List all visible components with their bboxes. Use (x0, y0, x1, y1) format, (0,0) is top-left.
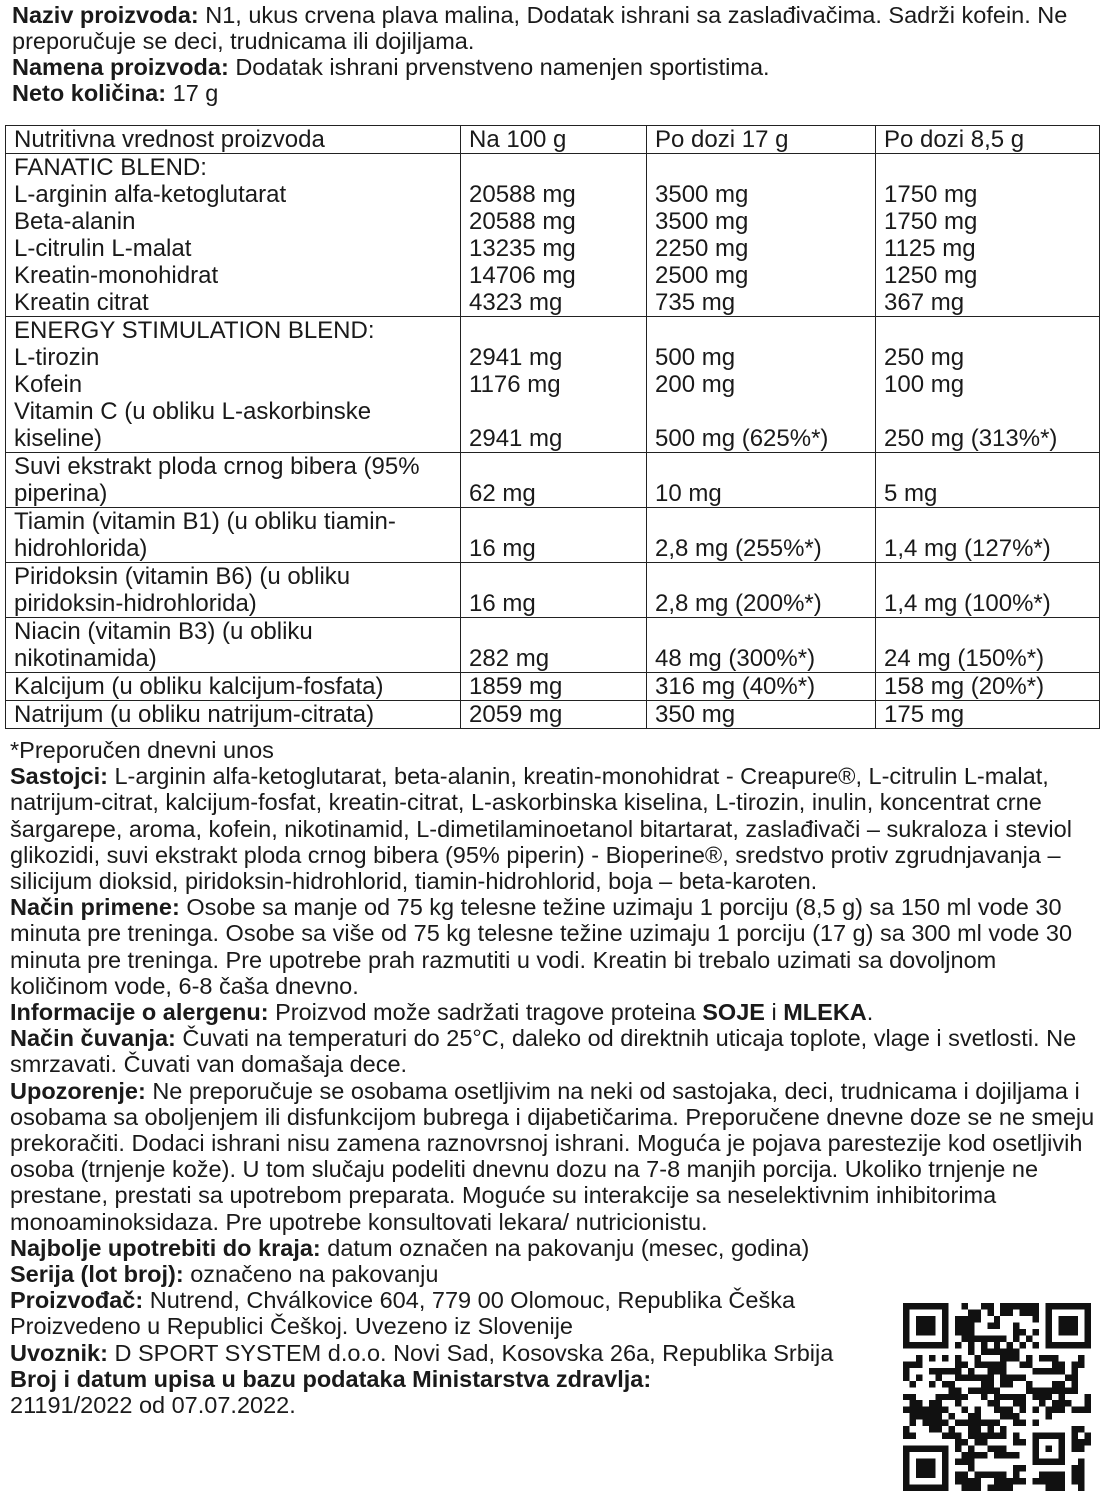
ingredient-name: L-arginin alfa-ketoglutarat (14, 181, 287, 208)
row-dose85: 1,4 mg (127%*) (876, 508, 1100, 563)
header-cell: Nutritivna vrednost proizvoda (6, 126, 461, 154)
value: 735 mg (655, 289, 736, 316)
value: 3500 mg (655, 181, 749, 208)
row-dose85: 158 mg (20%*) (876, 673, 1100, 701)
registry-label: Broj i datum upisa u bazu podataka Ministarstva zdravlja: (10, 1365, 652, 1392)
table-row (6, 673, 1100, 701)
allergen-label: Informacije o alergenu: (10, 999, 269, 1026)
ingredient-name: Kreatin-monohidrat (14, 262, 219, 289)
row-dose17: 2,8 mg (200%*) (647, 563, 876, 618)
value: 500 mg (655, 344, 736, 371)
best-before-label: Najbolje upotrebiti do kraja: (10, 1234, 321, 1261)
row-dose17: 316 mg (40%*) (647, 673, 876, 701)
table-row (6, 618, 1100, 673)
energy-blend-row (6, 317, 1100, 453)
value: 1750 mg (884, 181, 978, 208)
best-before (10, 1235, 870, 1287)
value: 100 mg (884, 371, 965, 398)
value: 20588 mg (469, 181, 576, 208)
usage-text: Osobe sa manje od 75 kg telesne težine uzimaju 1 porciju (8,5 g) sa 150 ml vode 30 minuta pre treninga. Osobe sa više od 75 kg telesne težine uzimaju 1 porciju (17 g) sa 300 ml vode 30 minuta pre treninga. Pre upotrebe prah razmutiti u vodi. Kreatin bi trebalo uzimati sa dovoljnom količinom vode, 6-8 čaša dnevno. (10, 894, 1073, 999)
best-before-text: datum označen na pakovanju (mesec, godina) (327, 1234, 810, 1261)
value: 1750 mg (884, 208, 978, 235)
value: 14706 mg (469, 262, 576, 289)
net-quantity-label: Neto količina: (12, 80, 167, 106)
storage-label: Način čuvanja: (10, 1025, 176, 1052)
value: 20588 mg (469, 208, 576, 235)
ingredient-name: Vitamin C (u obliku L-askorbinske (14, 398, 372, 425)
row-per100: 282 mg (461, 618, 647, 673)
usage-label: Način primene: (10, 894, 180, 921)
row-dose17: 2,8 mg (255%*) (647, 508, 876, 563)
ingredient-name: L-tirozin (14, 344, 100, 371)
lot-text: označeno na pakovanju (190, 1261, 439, 1288)
value: 13235 mg (469, 235, 576, 262)
blend-dose85-cell (876, 317, 1100, 453)
blend-per100-cell (461, 154, 647, 317)
purpose-line (12, 54, 1097, 80)
registry-text: 21191/2022 od 07.07.2022. (10, 1392, 296, 1419)
storage-text: Čuvati na temperaturi do 25°C, daleko od direktnih uticaja toplote, vlage i svetlosti. Ne smrzavati. Čuvati van domašaja dece. (10, 1025, 1077, 1078)
product-name-text: N1, ukus crvena plava malina, Dodatak ishrani sa zaslađivačima. Sadrži kofein. Ne preporučuje se deci, trudnicama ili dojiljama. (12, 2, 1068, 54)
row-name: Suvi ekstrakt ploda crnog bibera (95% piperina) (6, 453, 461, 508)
value: 1250 mg (884, 262, 978, 289)
warning (10, 1078, 1095, 1235)
value: 250 mg (884, 344, 965, 371)
warning-label: Upozorenje: (10, 1077, 146, 1104)
blend-title: FANATIC BLEND: (14, 154, 207, 181)
value: 1125 mg (884, 235, 976, 262)
storage (10, 1025, 1095, 1077)
row-dose85: 5 mg (876, 453, 1100, 508)
row-dose85: 175 mg (876, 701, 1100, 729)
row-per100: 16 mg (461, 508, 647, 563)
value: 2250 mg (655, 235, 749, 262)
net-quantity-text: 17 g (172, 80, 219, 106)
row-per100: 62 mg (461, 453, 647, 508)
table-header-row (6, 126, 1100, 154)
warning-text: Ne preporučuje se osobama osetljivim na neki od sastojaka, deci, trudnicama i dojiljama i osobama sa oboljenjem ili disfunkcijom bubrega i dijabetičarima. Preporučene dnevne doze se ne smeju prekoračiti. Dodaci ishrani nisu zamena raznovrsnoj ishrani. Moguća je pojava parestezije kod osetljivih osoba (trnjenje kože). U tom slučaju podeliti dnevnu dozu na 7-8 manjih porcija. Ukoliko trnjenje ne prestane, prestati sa upotrebom preparata. Moguće su interakcije sa neselektivnim inhibitorima monoaminoksidaza. Pre upotrebe konsultovati lekara/ nutricionistu. (10, 1077, 1095, 1235)
purpose-label: Namena proizvoda: (12, 54, 229, 80)
nutrition-table (5, 125, 1100, 729)
ingredient-name: L-citrulin L-malat (14, 235, 192, 262)
row-name: Piridoksin (vitamin B6) (u obliku piridoksin-hidrohlorida) (6, 563, 461, 618)
header-cell: Po dozi 17 g (647, 126, 876, 154)
row-name: Niacin (vitamin B3) (u obliku nikotinamida) (6, 618, 461, 673)
allergen-soy: SOJE (702, 999, 765, 1026)
usage (10, 894, 1095, 999)
row-dose17: 350 mg (647, 701, 876, 729)
product-name-line (12, 2, 1097, 54)
lot-label: Serija (lot broj): (10, 1261, 184, 1288)
allergen-info: Informacije o alergenu: Proizvod može sadržati tragove proteina SOJE i MLEKA. (10, 999, 874, 1026)
ingredients-text: L-arginin alfa-ketoglutarat, beta-alanin, kreatin-monohidrat - Creapure®, L-citrulin L-malat, natrijum-citrat, kalcijum-fosfat, kreatin-citrat, L-askorbinska kiselina, L-tirozin, inulin, koncentrat crne šargarepe, aroma, kofein, nikotinamid, L-dimetilaminoetanol bitartarat, zaslađivači – sukraloza i steviol glikozidi, suvi ekstrakt ploda crnog bibera (95% piperin) - Bioperine®, sredstvo protiv zgrudnjavanja – silicijum dioksid, piridoksin-hidrohlorid, tiamin-hidrohlorid, boja – beta-karoten. (10, 763, 1072, 895)
ingredient-name: Kreatin citrat (14, 289, 149, 316)
value: 367 mg (884, 289, 965, 316)
row-per100: 16 mg (461, 563, 647, 618)
manufacturer-label: Proizvođač: (10, 1287, 144, 1314)
value: 250 mg (313%*) (884, 425, 1058, 452)
table-row (6, 508, 1100, 563)
allergen-milk: MLEKA (783, 999, 867, 1026)
qr-code[interactable] (903, 1303, 1091, 1491)
row-dose17: 10 mg (647, 453, 876, 508)
product-header (12, 2, 1097, 106)
value: 2500 mg (655, 262, 749, 289)
fanatic-blend-row (6, 154, 1100, 317)
header-cell: Po dozi 8,5 g (876, 126, 1100, 154)
blend-title: ENERGY STIMULATION BLEND: (14, 317, 375, 344)
ingredient-name: Kofein (14, 371, 83, 398)
blend-dose85-cell (876, 154, 1100, 317)
importer-label: Uvoznik: (10, 1339, 108, 1366)
blend-names-cell (6, 317, 461, 453)
value: 2941 mg (469, 344, 563, 371)
blend-dose17-cell (647, 317, 876, 453)
product-name-label: Naziv proizvoda: (12, 2, 199, 28)
row-dose85: 1,4 mg (100%*) (876, 563, 1100, 618)
table-row (6, 701, 1100, 729)
manufacturer (10, 1287, 870, 1339)
importer-text: D SPORT SYSTEM d.o.o. Novi Sad, Kosovska 26a, Republika Srbija (114, 1339, 834, 1366)
allergen-text: Proizvod može sadržati tragove proteina (275, 999, 696, 1026)
row-per100: 1859 mg (461, 673, 647, 701)
footnote: *Preporučen dnevni unos (10, 737, 274, 763)
registry (10, 1366, 870, 1418)
net-quantity-line (12, 80, 1097, 106)
ingredients-label: Sastojci: (10, 763, 108, 790)
value: 2941 mg (469, 425, 563, 452)
ingredient-name: kiseline) (14, 425, 103, 452)
row-dose85: 24 mg (150%*) (876, 618, 1100, 673)
row-per100: 2059 mg (461, 701, 647, 729)
importer (10, 1340, 870, 1366)
row-name: Natrijum (u obliku natrijum-citrata) (6, 701, 461, 729)
value: 3500 mg (655, 208, 749, 235)
blend-names-cell (6, 154, 461, 317)
manufacturer-text: Nutrend, Chválkovice 604, 779 00 Olomouc, Republika Češka Proizvedeno u Republici Češkoj. Uvezeno iz Slovenije (10, 1287, 796, 1340)
purpose-text: Dodatak ishrani prvenstveno namenjen sportistima. (235, 54, 770, 80)
value: 200 mg (655, 371, 736, 398)
value: 1176 mg (469, 371, 561, 398)
row-dose17: 48 mg (300%*) (647, 618, 876, 673)
ingredient-name: Beta-alanin (14, 208, 136, 235)
blend-dose17-cell (647, 154, 876, 317)
row-name: Tiamin (vitamin B1) (u obliku tiamin- hidrohlorida) (6, 508, 461, 563)
legal-block (10, 1235, 870, 1418)
value: 500 mg (625%*) (655, 425, 829, 452)
ingredients (10, 763, 1095, 894)
table-row (6, 453, 1100, 508)
value: 4323 mg (469, 289, 563, 316)
row-name: Kalcijum (u obliku kalcijum-fosfata) (6, 673, 461, 701)
table-row (6, 563, 1100, 618)
blend-per100-cell (461, 317, 647, 453)
header-cell: Na 100 g (461, 126, 647, 154)
